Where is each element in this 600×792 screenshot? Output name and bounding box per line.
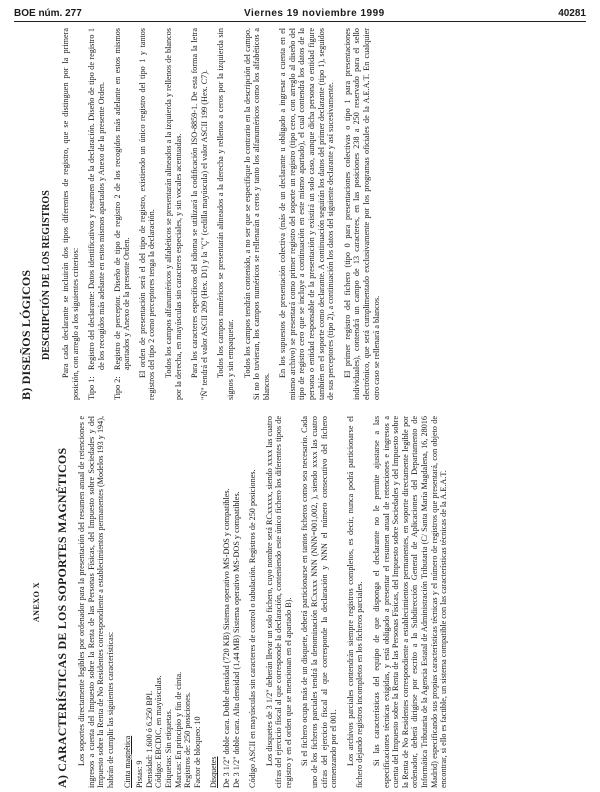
- annex-label: ANEXO X: [32, 581, 41, 623]
- right-column: [14, 28, 586, 400]
- tipo2-item: [113, 28, 132, 400]
- list-item: Marcas: En principio y fin de cinta.: [173, 671, 183, 788]
- page-number: 40281: [558, 8, 586, 19]
- tipo2-text: Registro de perceptor. Diseño de tipo de registro 2 de los recogidos más adelante en estos mismos apartados y Anexo de la presente Orden.: [112, 28, 132, 370]
- alphanumeric-paragraph: Todos los campos alfanuméricos y alfabéticos se presentarán alineados a la izquierda y rellenos de blancos por la derecha, en mayúsculas sin caracteres especiales, y sin vocales acentuadas.: [163, 28, 183, 400]
- publication-date: Viernes 19 noviembre 1999: [244, 8, 385, 19]
- records-intro: Para cada declarante se incluirán dos tipos diferentes de registro, que se distinguen por la primera posición, con arreglo a los siguientes criterios:: [61, 28, 80, 400]
- disquetes-spec-list: [222, 416, 241, 788]
- cinta-heading: Cinta magnética: [122, 735, 132, 788]
- content-paragraph: Todos los campos tendrán contenido, a no ser que se especifique lo contrario en la descripción del campo. Si no lo tuvieran, los campos numéricos se rellenarán a ceros y tanto los alfanuméricos como los alfabéticos a blancos.: [242, 28, 271, 400]
- collective-paragraph: En los supuestos de presentación colectiva (más de un declarante u obligado a ingresar a cuenta en el mismo archivo) se presentará como primer registro del soporte un registro (tipo cero, con arreglo al diseño del tipo de registro cero que se incluye a continuación en este mismo apartado), el cual contendrá los datos de la persona o entidad responsable de la presentación y existirá un solo caso, aunque dicha persona o entidad figure también en el soporte como declarante. A continuación seguirán los datos del primer declarante (tipo 1), seguidos de sus perceptores (tipo 2), a continuación los datos del siguiente declarante y así sucesivamente.: [278, 28, 336, 400]
- left-column: [14, 416, 586, 788]
- ascii-note: Código ASCII en mayúsculas sin caracteres de control o tabulación. Registros de 250 posiciones.: [248, 469, 258, 788]
- list-item: De 3 1/2" doble cara. Alta densidad (1,44 MB) Sistema operativo MS-DOS y compatibles.: [231, 491, 241, 788]
- tipo1-label: Tipo 1:: [87, 376, 97, 400]
- disquete-file-paragraph: Los disquetes de 3 1/2" deberán llevar un solo fichero, cuyo nombre será RCxxxxx, siendo xxxx las cuatro cifras del ejercicio fiscal al que corresponde la declaración, conteniendo este único fichero los diferentes tipos de registro y en el orden que se mencionan en el apartado B).: [264, 416, 293, 788]
- bulletin-number: BOE núm. 277: [14, 8, 82, 19]
- seal-paragraph: El primer registro del fichero (tipo 0 para presentaciones colectivas o tipo 1 para presentaciones individuales), contendrá un campo de 13 caracteres, en las posiciones 238 a 250 reservado para el sello electrónico, que será cumplimentado exclusivamente por los programas oficiales de la A.E.A.T. En cualquier otro caso se rellenará a blancos.: [342, 28, 381, 400]
- list-item: Código: EBCDIC, en mayúsculas.: [154, 675, 164, 788]
- records-subtitle: DESCRIPCIÓN DE LOS REGISTROS: [40, 190, 52, 360]
- disquetes-heading: Disquetes: [209, 756, 219, 788]
- encoding-paragraph: Para los caracteres específicos del idioma se utilizará la codificación ISO-8859-1. De esta forma la letra "Ñ" tendrá el valor ASCII 209 (Hex. D1) y la "Ç" (cedilla mayúscula) el valor ASCII 199 (Hex. C7).: [190, 28, 209, 400]
- list-item: Densidad: 1.600 ó 6.250 BPI.: [144, 690, 154, 788]
- tipo1-text: Registro del declarante: Datos identificativos y resumen de la declaración. Diseño de tipo de registro 1 de los recogidos más adelante en estos mismos apartados y Anexo de la presente Orden.: [87, 28, 106, 370]
- order-paragraph: El orden de presentación será el del tipo de registro, existiendo un único registro del tipo 1 y tantos registros del tipo 2 como perceptores tenga la declaración.: [137, 28, 157, 400]
- section-b-title: B) DISEÑOS LÓGICOS: [19, 269, 33, 400]
- section-a-title: A) CARACTERÍSTICAS DE LOS SOPORTES MAGNÉTICOS: [54, 447, 69, 788]
- partition-paragraph: Si el fichero ocupa más de un disquete, deberá particionarse en tantos ficheros como sea necesario. Cada uno de los ficheros parciales tendrá la denominación RCxxxx NNN (NNN=001,002, ), siendo xxxx las cuatro cifras del ejercicio fiscal al que corresponde la declaración y NNN el número consecutivo del fichero comenzando por el 001.: [300, 416, 339, 788]
- tipo1-item: [87, 28, 106, 400]
- intro-paragraph: Los soportes directamente legibles por ordenador para la presentación del resumen anual de retenciones e ingresos a cuenta del Impuesto sobre la Renta de las Personas Físicas, del Impuesto sobre Sociedades y del Impuesto sobre la Renta de No Residentes correspondiente a establecimientos permanentes (Modelos 193 y 194), habrán de cumplir las siguientes características:: [77, 416, 115, 788]
- tipo2-label: Tipo 2:: [112, 376, 122, 400]
- list-item: Factor de bloqueo: 10: [192, 716, 202, 788]
- list-item: Registros de: 250 posiciones.: [183, 692, 193, 788]
- numeric-paragraph: Todos los campos numéricos se presentarán alineados a la derecha y rellenos a ceros por la izquierda sin signos y sin empaquetar.: [216, 28, 235, 400]
- cinta-spec-list: [135, 416, 202, 788]
- rotated-page-body: [14, 28, 586, 788]
- equipment-paragraph: Si las características del equipo de que disponga el declarante no le permite ajustarse a las especificaciones técnicas exigidas, y está obligado a presentar el resumen anual de retenciones e ingresos a cuenta del Impuesto sobre la Renta de las Personas Físicas, del Impuesto sobre Sociedades y del Impuesto sobre la Renta de No Residentes correspondiente a establecimientos permanentes, en soporte directamente legible por ordenador, deberá dirigirse por escrito a la Subdirección General de Aplicaciones del Departamento de Informática Tributaria de la Agencia Estatal de Administración Tributaria (C/ Santa María Magdalena, 16, 28016 Madrid) especificando sus propias características técnicas y el número de registros que presentará, con objeto de encontrar, si ello es factible, un sistema compatible con las características técnicas de la A.E.A.T.: [372, 416, 449, 788]
- list-item: Pistas: 9: [135, 760, 145, 788]
- partial-files-paragraph: Los archivos parciales contendrán siempre registros completos, es decir, nunca podrá particionarse el fichero dejando registros incompletos en los ficheros parciales.: [345, 416, 365, 788]
- header-rule: [14, 21, 586, 22]
- list-item: Etiquetas: Sin etiquetas.: [163, 709, 173, 788]
- list-item: De 3 1/2" doble cara. Doble densidad (720 KB) Sistema operativo MS-DOS y compatibles.: [221, 488, 231, 788]
- page-header: [14, 6, 586, 22]
